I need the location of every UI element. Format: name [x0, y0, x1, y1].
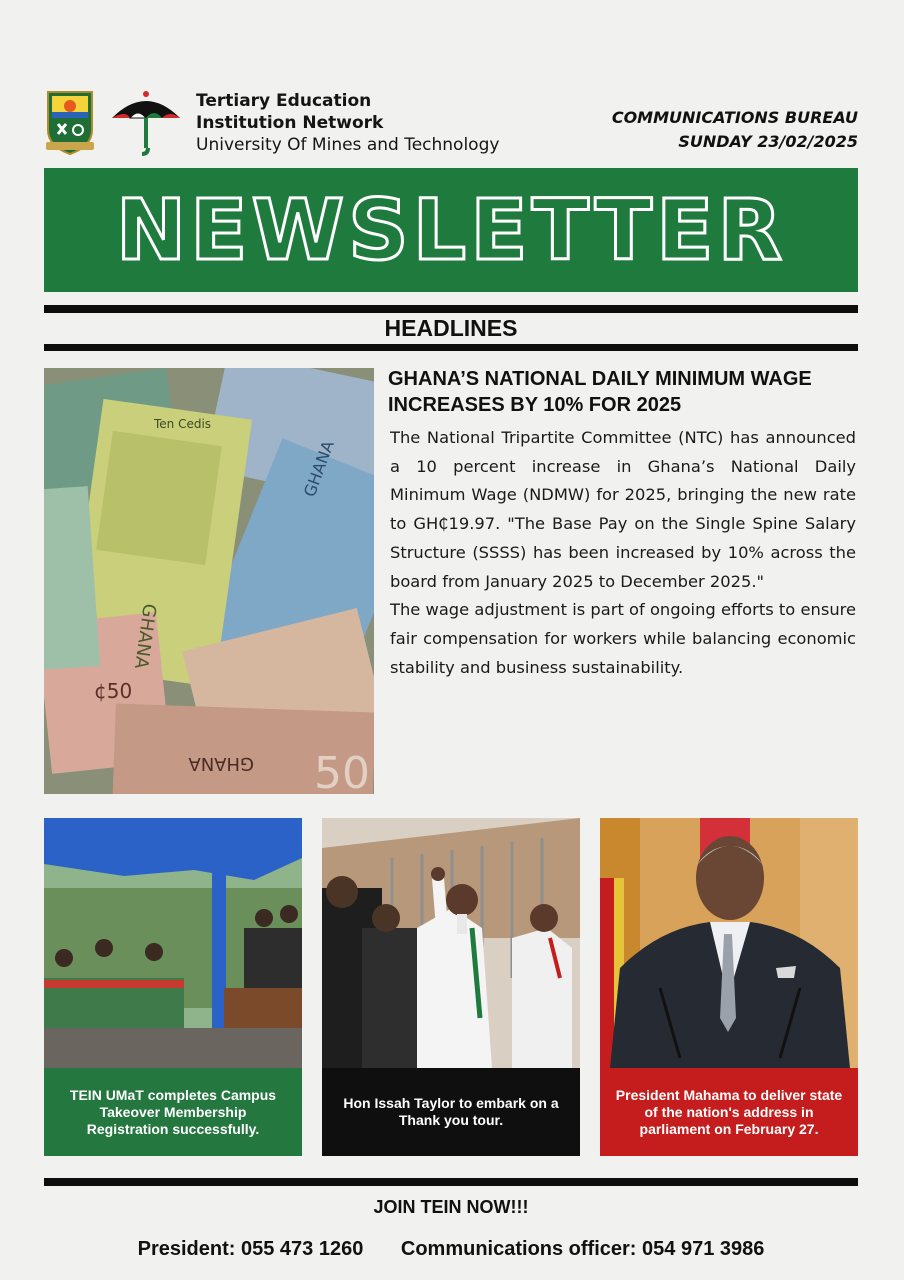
card-caption-thank-you-tour: Hon Issah Taylor to embark on a Thank you tour. [322, 1068, 580, 1156]
article-paragraph-2: The wage adjustment is part of ongoing efforts to ensure fair compensation for workers while balancing economic stability and business sustainability. [390, 600, 856, 677]
svg-text:GHANA: GHANA [188, 753, 254, 774]
svg-text:Ten Cedis: Ten Cedis [154, 417, 212, 431]
article-paragraph-1: The National Tripartite Committee (NTC) has announced a 10 percent increase in Ghana’s National Daily Minimum Wage (NDMW) for 2025, bringing the new rate to GH₵19.97. "The Base Pay on the Single Spine Salary Structure (SSSS) has been increased by 10% across the board from January 2025 to December 2025." [390, 428, 856, 591]
news-card-thank-you-tour [322, 818, 580, 1156]
org-line-1: Tertiary Education [196, 91, 372, 111]
svg-text:GHANA: GHANA [129, 602, 160, 671]
divider-bottom [44, 344, 858, 351]
registration-tent-photo [44, 818, 302, 1068]
svg-text:¢50: ¢50 [94, 679, 133, 703]
card-caption-state-address: President Mahama to deliver state of the nation's address in parliament on February 27. [600, 1068, 858, 1156]
join-call-to-action: JOIN TEIN NOW!!! [373, 1197, 529, 1217]
president-contact: President: 055 473 1260 [137, 1238, 364, 1260]
divider-footer [44, 1178, 858, 1186]
comms-officer-contact: Communications officer: 054 971 3986 [400, 1238, 765, 1260]
divider-top [44, 305, 858, 313]
contact-line [44, 1238, 858, 1261]
bureau-name: COMMUNICATIONS BUREAU [611, 108, 858, 127]
article-title: GHANA’S NATIONAL DAILY MINIMUM WAGE INCREASES BY 10% FOR 2025 [388, 368, 812, 416]
bureau-block [612, 106, 858, 154]
organization-name [196, 90, 499, 156]
president-podium-photo [600, 818, 858, 1068]
news-card-registration [44, 818, 302, 1156]
news-card-state-address [600, 818, 858, 1156]
svg-text:50: 50 [314, 748, 370, 794]
banner-title: NEWSLETTER [115, 181, 787, 279]
ghana-cedi-notes-photo [44, 368, 374, 794]
svg-text:GHANA: GHANA [299, 438, 338, 500]
org-line-2: Institution Network [196, 113, 384, 133]
crowd-walk-photo [322, 818, 580, 1068]
org-line-3: University Of Mines and Technology [196, 135, 500, 155]
newsletter-banner [44, 168, 858, 292]
umbrella-logo-icon [108, 88, 184, 156]
article-body [390, 424, 856, 682]
university-crest-icon [44, 90, 96, 156]
headlines-heading: HEADLINES [384, 315, 518, 341]
card-caption-registration: TEIN UMaT completes Campus Takeover Membership Registration successfully. [44, 1068, 302, 1156]
issue-date: SUNDAY 23/02/2025 [678, 132, 858, 151]
